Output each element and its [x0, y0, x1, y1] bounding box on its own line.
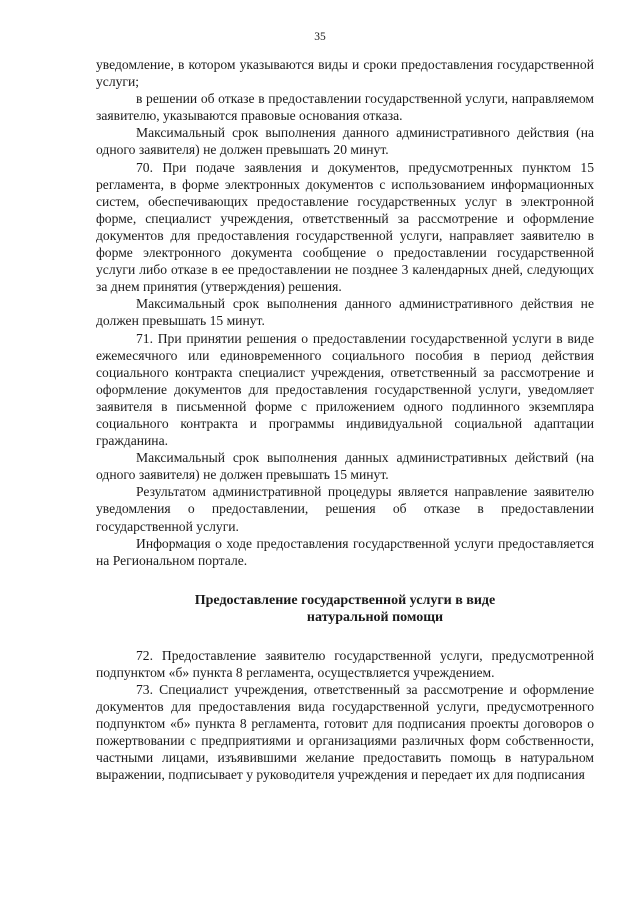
paragraph: 73. Специалист учреждения, ответственный за рассмотрение и оформление документов для предоставления вида государственной услуги, предусмотренного подпунктом «б» пункта 8 регламента, готовит для подписания проекты договоров о пожертвовании с предприятиями и организациями различных форм собственности, частными лицами, изъявившими желание предоставить помощь в натуральном выражении, подписывает у руководителя учреждения и передает их для подписания [96, 682, 594, 783]
paragraph: в решении об отказе в предоставлении государственной услуги, направляемом заявителю, указываются правовые основания отказа. [96, 91, 594, 124]
section-heading-line-2: натуральной помощи [306, 610, 444, 626]
paragraph: Максимальный срок выполнения данного административного действия (на одного заявителя) не должен превышать 20 минут. [96, 125, 594, 158]
paragraph: 70. При подаче заявления и документов, предусмотренных пунктом 15 регламента, в форме электронных документов с использованием информационных систем, обеспечивающих предоставление государственных услуг в электронной форме, специалист учреждения, ответственный за рассмотрение и оформление документов для предоставления государственной услуги, направляет заявителю в форме электронного документа сообщение о предоставлении государственной услуги либо отказе в ее предоставлении не позднее 3 календарных дней, следующих за днем принятия (утверждения) решения. [96, 159, 594, 295]
paragraph: Максимальный срок выполнения данного административного действия не должен превышать 15 минут. [96, 296, 594, 329]
paragraph: Результатом административной процедуры является направление заявителю уведомления о предоставлении, решения об отказе в предоставлении государственной услуги. [96, 484, 594, 534]
section-heading-line-1: Предоставление государственной услуги в виде [194, 592, 496, 608]
paragraph: 71. При принятии решения о предоставлении государственной услуги в виде ежемесячного или единовременного социального пособия в период действия социального контракта специалист учреждения, ответственный за рассмотрение и оформление документов для предоставления государственной услуги, уведомляет заявителя в письменной форме с приложением одного подлинного экземпляра социального контракта и программы индивидуальной социальной адаптации гражданина. [96, 330, 594, 449]
paragraph: Максимальный срок выполнения данных административных действий (на одного заявителя) не должен превышать 15 минут. [96, 450, 594, 483]
page-number: 35 [314, 31, 326, 43]
paragraph: уведомление, в котором указываются виды и сроки предоставления государственной услуги; [96, 57, 594, 90]
paragraph: 72. Предоставление заявителю государственной услуги, предусмотренной подпунктом «б» пункта 8 регламента, осуществляется учреждением. [96, 647, 594, 680]
document-body [96, 56, 594, 784]
section-heading [96, 592, 594, 627]
paragraph: Информация о ходе предоставления государственной услуги предоставляется на Региональном портале. [96, 535, 594, 568]
